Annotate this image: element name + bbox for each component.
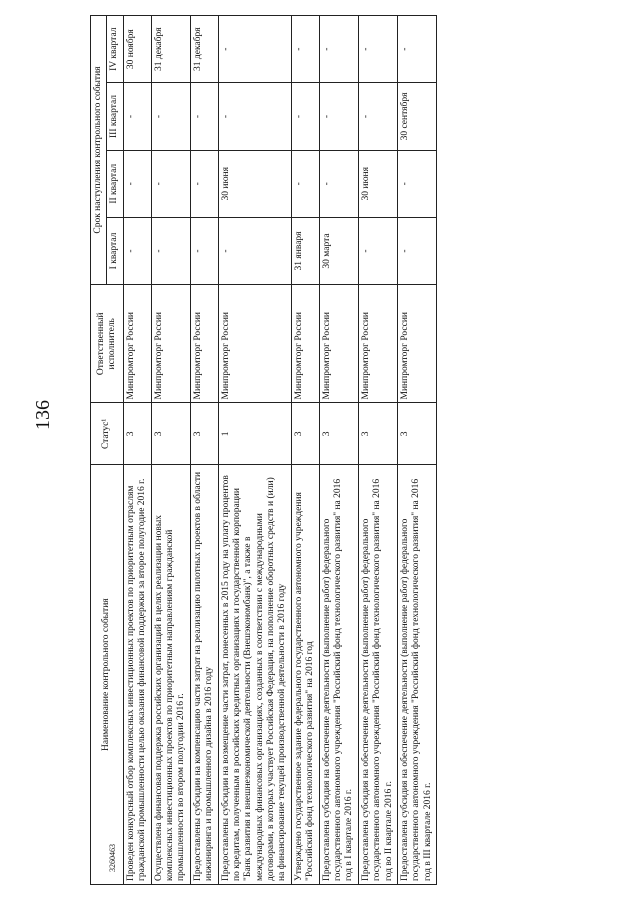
cell-q3: -	[151, 83, 190, 150]
cell-q4: -	[397, 16, 436, 83]
cell-status: 3	[397, 403, 436, 465]
cell-status: 3	[319, 403, 358, 465]
cell-name: Предоставлены субсидии на компенсацию части затрат на реализацию пилотных проектов в области инжиниринга и промышленного дизайна в 2016 году	[190, 465, 218, 885]
cell-responsible: Минпромторг России	[218, 285, 291, 403]
table-row	[218, 16, 291, 885]
cell-q4: -	[358, 16, 397, 83]
cell-q4: -	[291, 16, 319, 83]
cell-q2: -	[123, 150, 151, 217]
header-q1: I квартал	[107, 217, 123, 284]
cell-responsible: Минпромторг России	[151, 285, 190, 403]
header-name: Наименование контрольного события	[91, 465, 124, 885]
cell-status: 1	[218, 403, 291, 465]
cell-status: 3	[123, 403, 151, 465]
cell-q2: -	[319, 150, 358, 217]
cell-q1: -	[358, 217, 397, 284]
table-row	[190, 16, 218, 885]
cell-q4: 30 ноября	[123, 16, 151, 83]
cell-q1: -	[123, 217, 151, 284]
cell-status: 3	[358, 403, 397, 465]
cell-name: Предоставлена субсидия на обеспечение деятельности (выполнение работ) федерального государственного автономного учреждения "Российский фонд технологического развития" на 2016 год в I квартале 2016 г.	[319, 465, 358, 885]
cell-q2: -	[291, 150, 319, 217]
cell-name: Утверждено государственное задание федерального государственного автономного учреждения "Российский фонд технологического развития" на 2016 год	[291, 465, 319, 885]
table-header-row	[91, 16, 107, 885]
cell-q4: 31 декабря	[151, 16, 190, 83]
cell-q4: -	[218, 16, 291, 83]
cell-q4: 31 декабря	[190, 16, 218, 83]
document-code: 3260463	[108, 844, 117, 872]
cell-q1: -	[151, 217, 190, 284]
cell-name: Предоставлена субсидия на обеспечение деятельности (выполнение работ) федерального государственного автономного учреждения "Российский фонд технологического развития" на 2016 год во II квартале 2016 г.	[358, 465, 397, 885]
cell-status: 3	[291, 403, 319, 465]
cell-q3: -	[123, 83, 151, 150]
cell-name: Проведен конкурсный отбор комплексных инвестиционных проектов по приоритетным отраслям гражданской промышленности целью оказания финансовой поддержки за второе полугодие 2016 г.	[123, 465, 151, 885]
cell-q3: -	[190, 83, 218, 150]
cell-q1: -	[397, 217, 436, 284]
header-responsible: Ответственный исполнитель	[91, 285, 124, 403]
header-q3: III квартал	[107, 83, 123, 150]
cell-q2: -	[190, 150, 218, 217]
page-number: 136	[32, 400, 54, 430]
cell-q2: 30 июня	[358, 150, 397, 217]
cell-responsible: Минпромторг России	[358, 285, 397, 403]
table-row	[291, 16, 319, 885]
cell-q1: -	[190, 217, 218, 284]
cell-q3: -	[319, 83, 358, 150]
cell-name: Предоставлены субсидии на возмещение части затрат, понесенных в 2015 году на уплату процентов по кредитам, полученным в российских кредитных организациях и государственной корпорации "Банк развития и внешнеэкономической деятельности (Внешэкономбанк)", а также в международных финансовых организациях, созданных в соответствии с международными договорами, в которых участвует Российская Федерация, на пополнение оборотных средств и (или) на финансирование текущей производственной деятельности в 2016 году	[218, 465, 291, 885]
header-status: Статус¹	[91, 403, 124, 465]
cell-responsible: Минпромторг России	[319, 285, 358, 403]
header-q4: IV квартал	[107, 16, 123, 83]
cell-responsible: Минпромторг России	[190, 285, 218, 403]
cell-q3: 30 сентября	[397, 83, 436, 150]
cell-q3: -	[358, 83, 397, 150]
cell-responsible: Минпромторг России	[123, 285, 151, 403]
cell-q4: -	[319, 16, 358, 83]
cell-q2: -	[151, 150, 190, 217]
table-row	[319, 16, 358, 885]
cell-q3: -	[291, 83, 319, 150]
cell-name: Предоставлена субсидия на обеспечение деятельности (выполнение работ) федерального государственного автономного учреждения "Российский фонд технологического развития" на 2016 год в III квартале 2016 г.	[397, 465, 436, 885]
cell-status: 3	[151, 403, 190, 465]
table-row	[397, 16, 436, 885]
cell-q2: -	[397, 150, 436, 217]
header-q2: II квартал	[107, 150, 123, 217]
control-events-table	[90, 15, 437, 885]
table-row	[123, 16, 151, 885]
table-row	[151, 16, 190, 885]
header-deadline: Срок наступления контрольного события	[91, 16, 107, 285]
rotated-table-container	[90, 15, 620, 885]
cell-q3: -	[218, 83, 291, 150]
cell-q1: 30 марта	[319, 217, 358, 284]
cell-q2: 30 июня	[218, 150, 291, 217]
cell-q1: 31 января	[291, 217, 319, 284]
cell-q1: -	[218, 217, 291, 284]
table-row	[358, 16, 397, 885]
cell-status: 3	[190, 403, 218, 465]
cell-responsible: Минпромторг России	[291, 285, 319, 403]
cell-responsible: Минпромторг России	[397, 285, 436, 403]
cell-name: Осуществлена финансовая поддержка российских организаций в целях реализации новых комплексных инвестиционных проектов по приоритетным направлениям гражданской промышленности во втором полугодии 2016 г.	[151, 465, 190, 885]
